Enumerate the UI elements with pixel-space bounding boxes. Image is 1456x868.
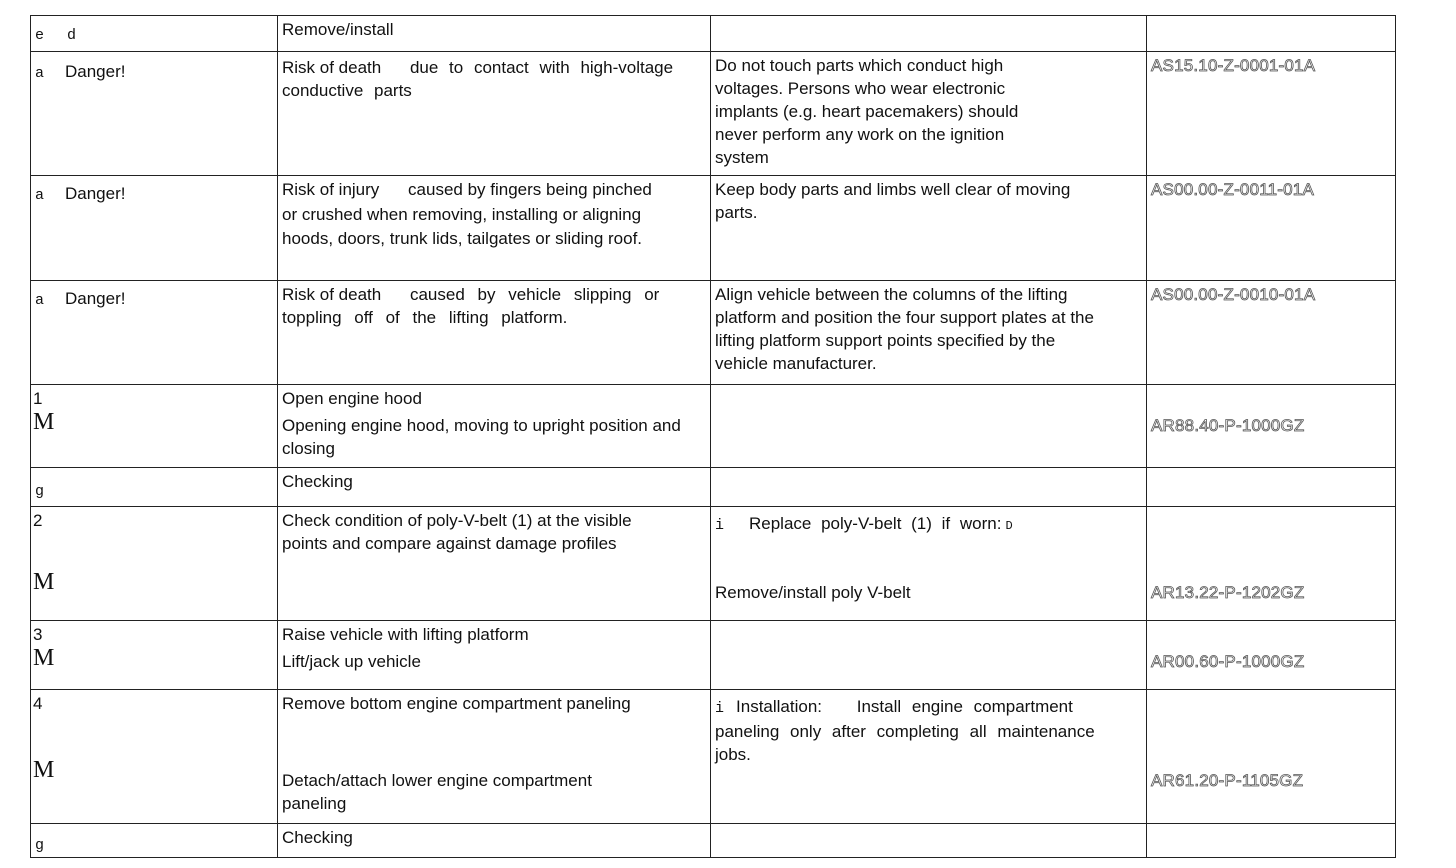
note-text: Install engine compartment paneling only after completing all maintenance jobs.: [715, 697, 1095, 764]
safety-instruction: Keep body parts and limbs well clear of moving parts.: [715, 180, 1071, 222]
table-row: [31, 281, 1396, 385]
document-icon: D: [1005, 519, 1013, 533]
ref-cell: [1147, 52, 1396, 176]
task-cell: [278, 690, 711, 824]
ref-cell: [1147, 690, 1396, 824]
symbol-cell: [31, 824, 278, 858]
check-symbol: g: [35, 837, 45, 854]
sub-instruction: Remove/install poly V-belt: [715, 583, 911, 602]
note-text: Replace poly-V-belt (1) if worn:: [749, 514, 1002, 533]
reference-code: AS00.00-Z-0011-01A: [1151, 180, 1314, 199]
section-heading: Checking: [282, 828, 353, 847]
risk-text: caused by fingers being pinched or crushed when removing, installing or aligning hoods, doors, trunk lids, tailgates or sliding roof.: [282, 180, 652, 248]
danger-label: Danger!: [65, 62, 126, 81]
step-cell: [31, 507, 278, 621]
installation-lead: Installation:: [736, 697, 823, 716]
table-row: [31, 621, 1396, 690]
note-cell: [711, 621, 1147, 690]
risk-text: caused by vehicle slipping or toppling off of the lifting platform.: [282, 285, 660, 327]
task-cell: [278, 824, 711, 858]
ref-cell: [1147, 621, 1396, 690]
task-cell: [278, 52, 711, 176]
task-cell: [278, 176, 711, 281]
symbol-cell: [31, 281, 278, 385]
note-cell: [711, 507, 1147, 621]
danger-symbol: a: [35, 187, 45, 204]
symbol-cell: [31, 16, 278, 52]
step-title: Raise vehicle with lifting platform: [282, 625, 529, 644]
ref-cell: [1147, 507, 1396, 621]
step-cell: [31, 690, 278, 824]
task-cell: [278, 281, 711, 385]
note-cell: [711, 690, 1147, 824]
manual-icon: M: [33, 645, 55, 671]
step-title: Check condition of poly-V-belt (1) at the visible points and compare against damage profiles: [282, 511, 632, 553]
risk-lead: Risk of death: [282, 58, 382, 77]
task-cell: [278, 16, 711, 52]
symbol-cell: [31, 176, 278, 281]
step-instruction: Detach/attach lower engine compartment paneling: [282, 771, 592, 813]
section-heading: Remove/install: [282, 20, 394, 39]
risk-lead: Risk of death: [282, 285, 382, 304]
ref-cell: [1147, 176, 1396, 281]
table-row: [31, 16, 1396, 52]
table-row: [31, 690, 1396, 824]
step-cell: [31, 621, 278, 690]
table-row: [31, 385, 1396, 468]
danger-symbol: a: [35, 65, 45, 82]
task-cell: [278, 385, 711, 468]
task-cell: [278, 507, 711, 621]
step-number: 1: [33, 389, 43, 408]
step-number: 3: [33, 625, 43, 644]
ref-cell: [1147, 824, 1396, 858]
note-cell: [711, 16, 1147, 52]
ref-cell: [1147, 281, 1396, 385]
step-number: 2: [33, 511, 43, 530]
symbol-cell: [31, 468, 278, 507]
reference-code: AS15.10-Z-0001-01A: [1151, 56, 1316, 75]
section-heading: Checking: [282, 472, 353, 491]
task-cell: [278, 468, 711, 507]
note-cell: [711, 468, 1147, 507]
table-row: [31, 52, 1396, 176]
reference-link[interactable]: AR00.60-P-1000GZ: [1151, 652, 1305, 671]
table-row: [31, 824, 1396, 858]
table-row: [31, 507, 1396, 621]
note-cell: [711, 824, 1147, 858]
table-row: [31, 468, 1396, 507]
manual-icon: M: [33, 409, 55, 435]
check-symbol: g: [35, 483, 45, 500]
danger-symbol: a: [35, 292, 45, 309]
ref-cell: [1147, 16, 1396, 52]
note-cell: [711, 52, 1147, 176]
reference-link[interactable]: AR88.40-P-1000GZ: [1151, 416, 1305, 435]
note-cell: [711, 176, 1147, 281]
ed-symbol: e d: [35, 27, 77, 44]
note-cell: [711, 385, 1147, 468]
danger-label: Danger!: [65, 184, 126, 203]
reference-link[interactable]: AR13.22-P-1202GZ: [1151, 583, 1305, 602]
table-row: [31, 176, 1396, 281]
task-cell: [278, 621, 711, 690]
step-instruction: Lift/jack up vehicle: [282, 652, 421, 671]
step-title: Remove bottom engine compartment paneling: [282, 694, 631, 713]
reference-link[interactable]: AR61.20-P-1105GZ: [1151, 771, 1304, 790]
danger-label: Danger!: [65, 289, 126, 308]
info-icon: i: [715, 700, 725, 717]
info-icon: i: [715, 517, 725, 534]
ref-cell: [1147, 468, 1396, 507]
manual-icon: M: [33, 569, 55, 595]
symbol-cell: [31, 52, 278, 176]
safety-instruction: Align vehicle between the columns of the lifting platform and position the four support plates at the lifting platform support points specified by the vehicle manufacturer.: [715, 285, 1094, 373]
procedure-table: [30, 15, 1396, 858]
safety-instruction: Do not touch parts which conduct high voltages. Persons who wear electronic implants (e.g. heart pacemakers) should never perform any work on the ignition system: [715, 56, 1019, 167]
risk-text: due to contact with high-voltage conductive parts: [282, 58, 674, 100]
step-number: 4: [33, 694, 43, 713]
note-cell: [711, 281, 1147, 385]
risk-lead: Risk of injury: [282, 180, 380, 199]
step-title: Open engine hood: [282, 389, 422, 408]
step-cell: [31, 385, 278, 468]
step-instruction: Opening engine hood, moving to upright position and closing: [282, 416, 681, 458]
manual-icon: M: [33, 757, 55, 783]
ref-cell: [1147, 385, 1396, 468]
reference-code: AS00.00-Z-0010-01A: [1151, 285, 1316, 304]
